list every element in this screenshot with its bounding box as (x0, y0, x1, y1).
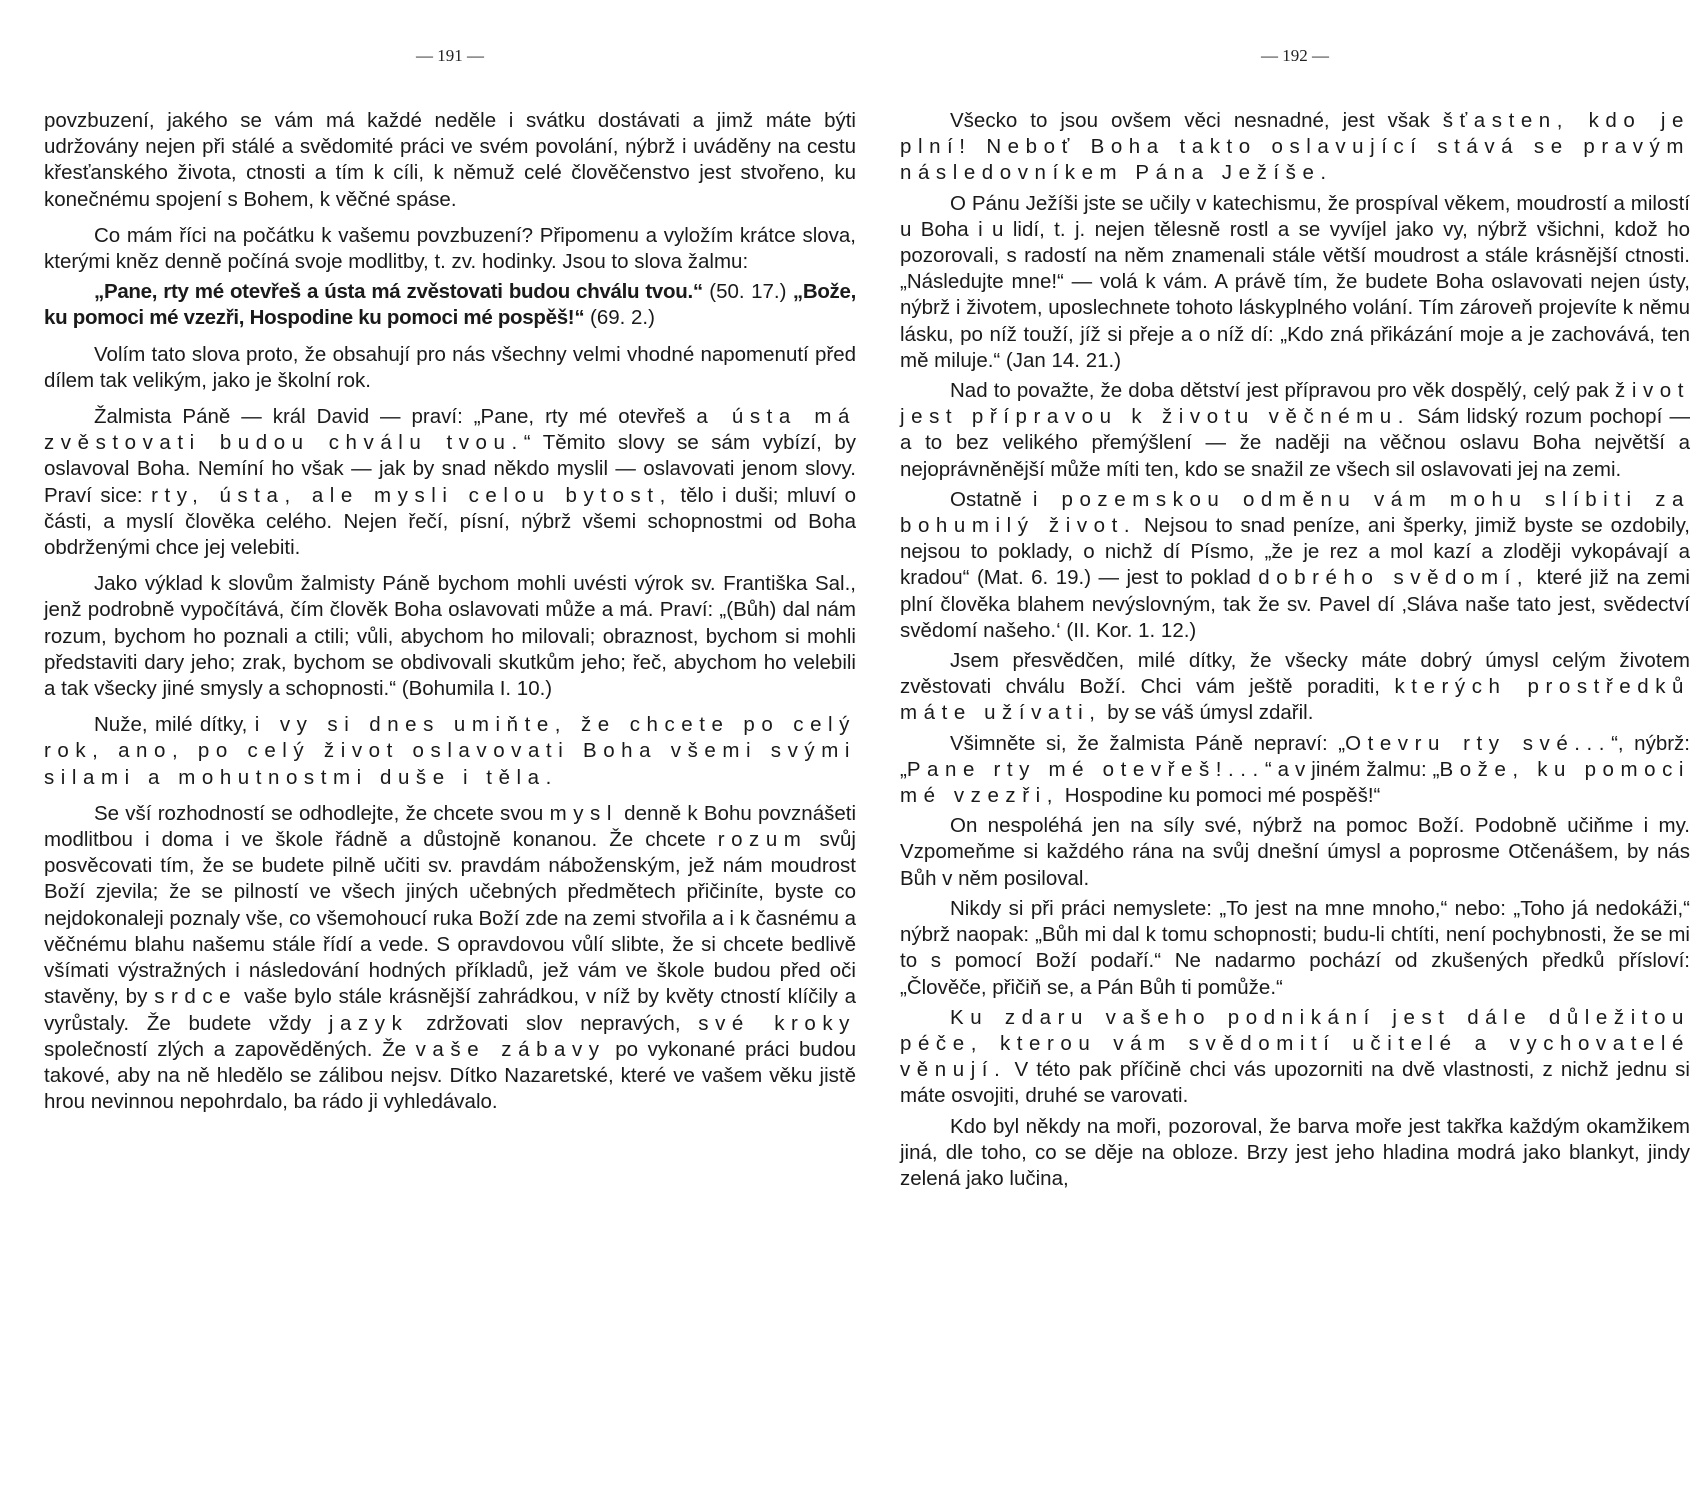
reference: (69. 2.) (584, 306, 655, 330)
text-run: po vykonané práci budou takové, aby na ně hledělo se zálibou nejsv. Dítko Nazaretské, které ve vašem věku jistě hrou nevinnou nepohrdalo, ba rádo ji vyhledávalo. (44, 1037, 856, 1114)
spaced-text: Bože, ku pomoci mé vzezři, (900, 757, 1691, 808)
paragraph (900, 378, 1690, 483)
text-run: společností zlých a zapověděných. Že (44, 1037, 416, 1061)
right-body (900, 108, 1690, 1196)
text-run: Nad to považte, že doba dětství jest přípravou pro věk dospělý, celý pak (950, 379, 1616, 403)
text-run: Nuže, milé dítky, (94, 713, 255, 737)
paragraph: povzbuzení, jakého se vám má každé neděle i svátku dostávati a jimž máte býti udržovány nejen při stálé a svědomité práci ve svém povolání, nýbrž i uváděny na cestu křesťanského života, ctnosti a tím k cíli, k němuž celé člověčenstvo jest stvořeno, ku konečnému spojení s Bohem, k věčné spáse. (44, 109, 856, 211)
spaced-text: rozum (717, 828, 808, 852)
text-run: Hospodine ku pomoci mé pospěš!“ (1059, 784, 1381, 808)
text-run: vaše bylo stále krásnější zahrádkou, v níž by květy ctností klíčily a vyrůstaly. Že budete vždy (44, 985, 856, 1035)
paragraph (900, 1005, 1690, 1110)
page-number-left: — 191 — (416, 46, 484, 65)
paragraph: O Pánu Ježíši jste se učily v katechismu, že prospíval věkem, moudrostí a milostí u Boha i u lidí, t. j. nejen tělesně rostl a se vyvíjel jako vy, nýbrž všichni, kdož ho pozorovali, s radostí na něm znamenali stále větší moudrost a stále krásnější ctnosti. „Následujte mne!“ — volá k vám. A právě tím, že budete Boha oslavovati nejen ústy, nýbrž i životem, uposlechnete tohoto láskyplného volání. Tím zároveň projevíte k němu lásku, po níž touží, jíž si přeje a o níž dí: „Kdo zná přikázání moje a je zachovává, ten mě miluje.“ (Jan 14. 21.) (900, 191, 1690, 372)
reference: (50. 17.) (702, 280, 793, 304)
left-body (44, 108, 856, 1125)
paragraph: Kdo byl někdy na moři, pozoroval, že barva moře jest takřka každým okamžikem jiná, dle toho, co se děje na obloze. Brzy jest jeho hladina modrá jako blankyt, jindy zelená jako lučina, (900, 1114, 1690, 1190)
spaced-text: jazyk (328, 1011, 409, 1035)
paragraph (44, 404, 856, 561)
psalm-quote: „Pane, rty mé otevřeš a ústa má zvěstovati budou chválu tvou.“ (94, 280, 703, 304)
text-run: tělo i duši; mluví o části, a myslí člověka celého. Nejen řečí, písní, nýbrž všemi schopnostmi od Boha obdrženými chce jej velebiti. (44, 483, 856, 560)
text-run: “ a v jiném žalmu: „ (1264, 757, 1440, 781)
spaced-text: rty, ústa, ale mysli celou bytost, (151, 483, 672, 507)
spaced-text: šťasten, kdo je plní! Neboť Boha takto oslavující stává se pravým následovníkem Pána Ježíše. (900, 109, 1690, 185)
spaced-text: Otevru rty své... (1345, 731, 1612, 755)
spaced-text: a ústa má zvěstovati budou chválu tvou. (44, 405, 856, 455)
paragraph (900, 108, 1690, 187)
paragraph: Jako výklad k slovům žalmisty Páně bychom mohli uvésti výrok sv. Františka Sal., jenž podrobně vypočítává, čím člověk Boha oslavovati může a má. Praví: „(Bůh) dal nám rozum, bychom ho poznali a ctili; vůli, abychom ho milovali; obraznost, bychom si mohli představiti dary jeho; zrak, bychom se obdivovali skutkům jeho; řeč, abychom ho velebili a tak všecky jiné smysly a schopnosti.“ (Bohumila I. 10.) (44, 572, 856, 701)
text-run: Sám lidský rozum pochopí — a to bez velikého přemýšlení — že naději na věčnou oslavu Boha největší a nejoprávněnější může míti ten, kdo se snažil ze všech sil oslavovati jej na zemi. (900, 405, 1691, 481)
left-page (44, 0, 856, 1500)
spaced-text: i vy si dnes umiňte, že chcete po celý rok, ano, po celý život oslavovati Boha všemi svými silami a mohutnostmi duše i těla. (44, 713, 856, 789)
psalm-quote: „Bože, ku pomoci mé vzezři, Hospodine ku pomoci mé pospěš!“ (44, 280, 856, 330)
paragraph (44, 801, 856, 1115)
spaced-text: mysl (549, 801, 618, 825)
text-run: V této pak příčině chci vás upozorniti na dvě vlastnosti, z nichž jednu si máte osvojiti, druhé se varovati. (900, 1058, 1690, 1108)
text-run: Se vší rozhodností se odhodlejte, že chcete svou (94, 801, 550, 825)
spaced-text: kterých prostředků máte užívati, (900, 675, 1690, 725)
spaced-text: své kroky (698, 1011, 856, 1035)
text-run: které již na zemi plní člověka blahem nevýslovným, tak že sv. Pavel dí ‚Sláva naše tato jest, svědectví svědomí našeho.‘ (II. Kor. 1. 12.) (900, 566, 1690, 642)
text-run: Ostatně (950, 487, 1033, 511)
paragraph (44, 712, 856, 791)
spaced-text: Ku zdaru vašeho podnikání jest dále důležitou péče, kterou vám svědomití učitelé a vychovatelé věnují. (900, 1005, 1690, 1082)
paragraph (900, 487, 1690, 644)
spaced-text: i pozemskou odměnu vám mohu slíbiti za bohumilý život. (900, 487, 1690, 538)
paragraph: On nespoléhá jen na síly své, nýbrž na pomoc Boží. Podobně učiňme i my. Vzpomeňme si každého rána na svůj dnešní úmysl a poprosme Otčenášem, by nás Bůh v něm posiloval. (900, 814, 1690, 890)
spaced-text: Pane rty mé otevřeš!... (906, 757, 1265, 781)
spaced-text: dobrého svědomí, (1258, 566, 1530, 590)
text-run: svůj posvěcovati tím, že se budete pilně učiti sv. pravdám náboženským, jež nám moudrost Boží zjevila; že se pilností ve všech jiných učebných předmětech přičiníte, byste co nejdokonaleji poznaly vše, co všemohoucí ruka Boží zde na zemi stvořila a i k časnému a věčnému blahu našemu stále řídí a vede. S opravdovou vůlí slibte, že si chcete bedlivě všímati výstražných i následování hodných příkladů, jež vám ve škole budou před oči stavěny, by (44, 828, 856, 1009)
psalm-quote-paragraph (44, 279, 856, 331)
text-run: Všimněte si, že žalmista Páně nepraví: „ (950, 731, 1346, 755)
text-run: Všecko to jsou ovšem věci nesnadné, jest však (950, 109, 1443, 132)
paragraph: Co mám říci na počátku k vašemu povzbuzení? Připomenu a vyložím krátce slova, kterými kněz denně počíná svoje modlitby, t. zv. hodinky. Jsou to slova žalmu: (44, 223, 856, 274)
text-run: Nejsou to snad peníze, ani šperky, jimiž byste se ozdobily, nejsou to poklady, o nichž dí Písmo, „že je rez a mol kazí a zloději vykopávají a kradou“ (Mat. 6. 19.) — jest to poklad (900, 514, 1691, 590)
spaced-text: srdce (154, 985, 238, 1009)
paragraph: Nikdy si při práci nemyslete: „To jest na mne mnoho,“ nebo: „Toho já nedokáži,“ nýbrž naopak: „Bůh mi dal k tomu schopnosti; budu-li chtíti, není pochybnosti, že se mi to s pomocí Boží podaří.“ Ne nadarmo pochází od zkušených předků přísloví: „Člověče, přičiň se, a Pán Bůh ti pomůže.“ (900, 896, 1690, 999)
text-run: Žalmista Páně — král David — praví: „Pane, rty mé otevřeš (94, 405, 697, 429)
paragraph (900, 731, 1690, 810)
text-run: zdržovati slov nepravých, (408, 1011, 699, 1035)
text-run: “ Těmito slovy se sám vybízí, by oslavoval Boha. Nemíní ho však — jak by snad někdo myslil — oslavovati jenom slovy. Praví sice: (44, 431, 856, 507)
page-number-right: — 192 — (1261, 46, 1329, 65)
spaced-text: život jest přípravou k životu věčnému. (900, 379, 1690, 429)
text-run: denně k Bohu povznášeti modlitbou i doma i ve škole řádně a důstojně konanou. Že chcete (44, 801, 856, 852)
right-page (900, 0, 1690, 1500)
paragraph (900, 648, 1690, 727)
text-run: “, nýbrž: „ (900, 731, 1690, 781)
spaced-text: vaše zábavy (415, 1037, 606, 1061)
text-run: by se váš úmysl zdařil. (1101, 701, 1314, 725)
paragraph: Volím tato slova proto, že obsahují pro nás všechny velmi vhodné napomenutí před dílem tak velikým, jako je školní rok. (44, 342, 856, 392)
text-run: Jsem přesvědčen, milé dítky, že všecky máte dobrý úmysl celým životem zvěstovati chválu Boží. Chci vám ještě poraditi, (900, 649, 1690, 699)
